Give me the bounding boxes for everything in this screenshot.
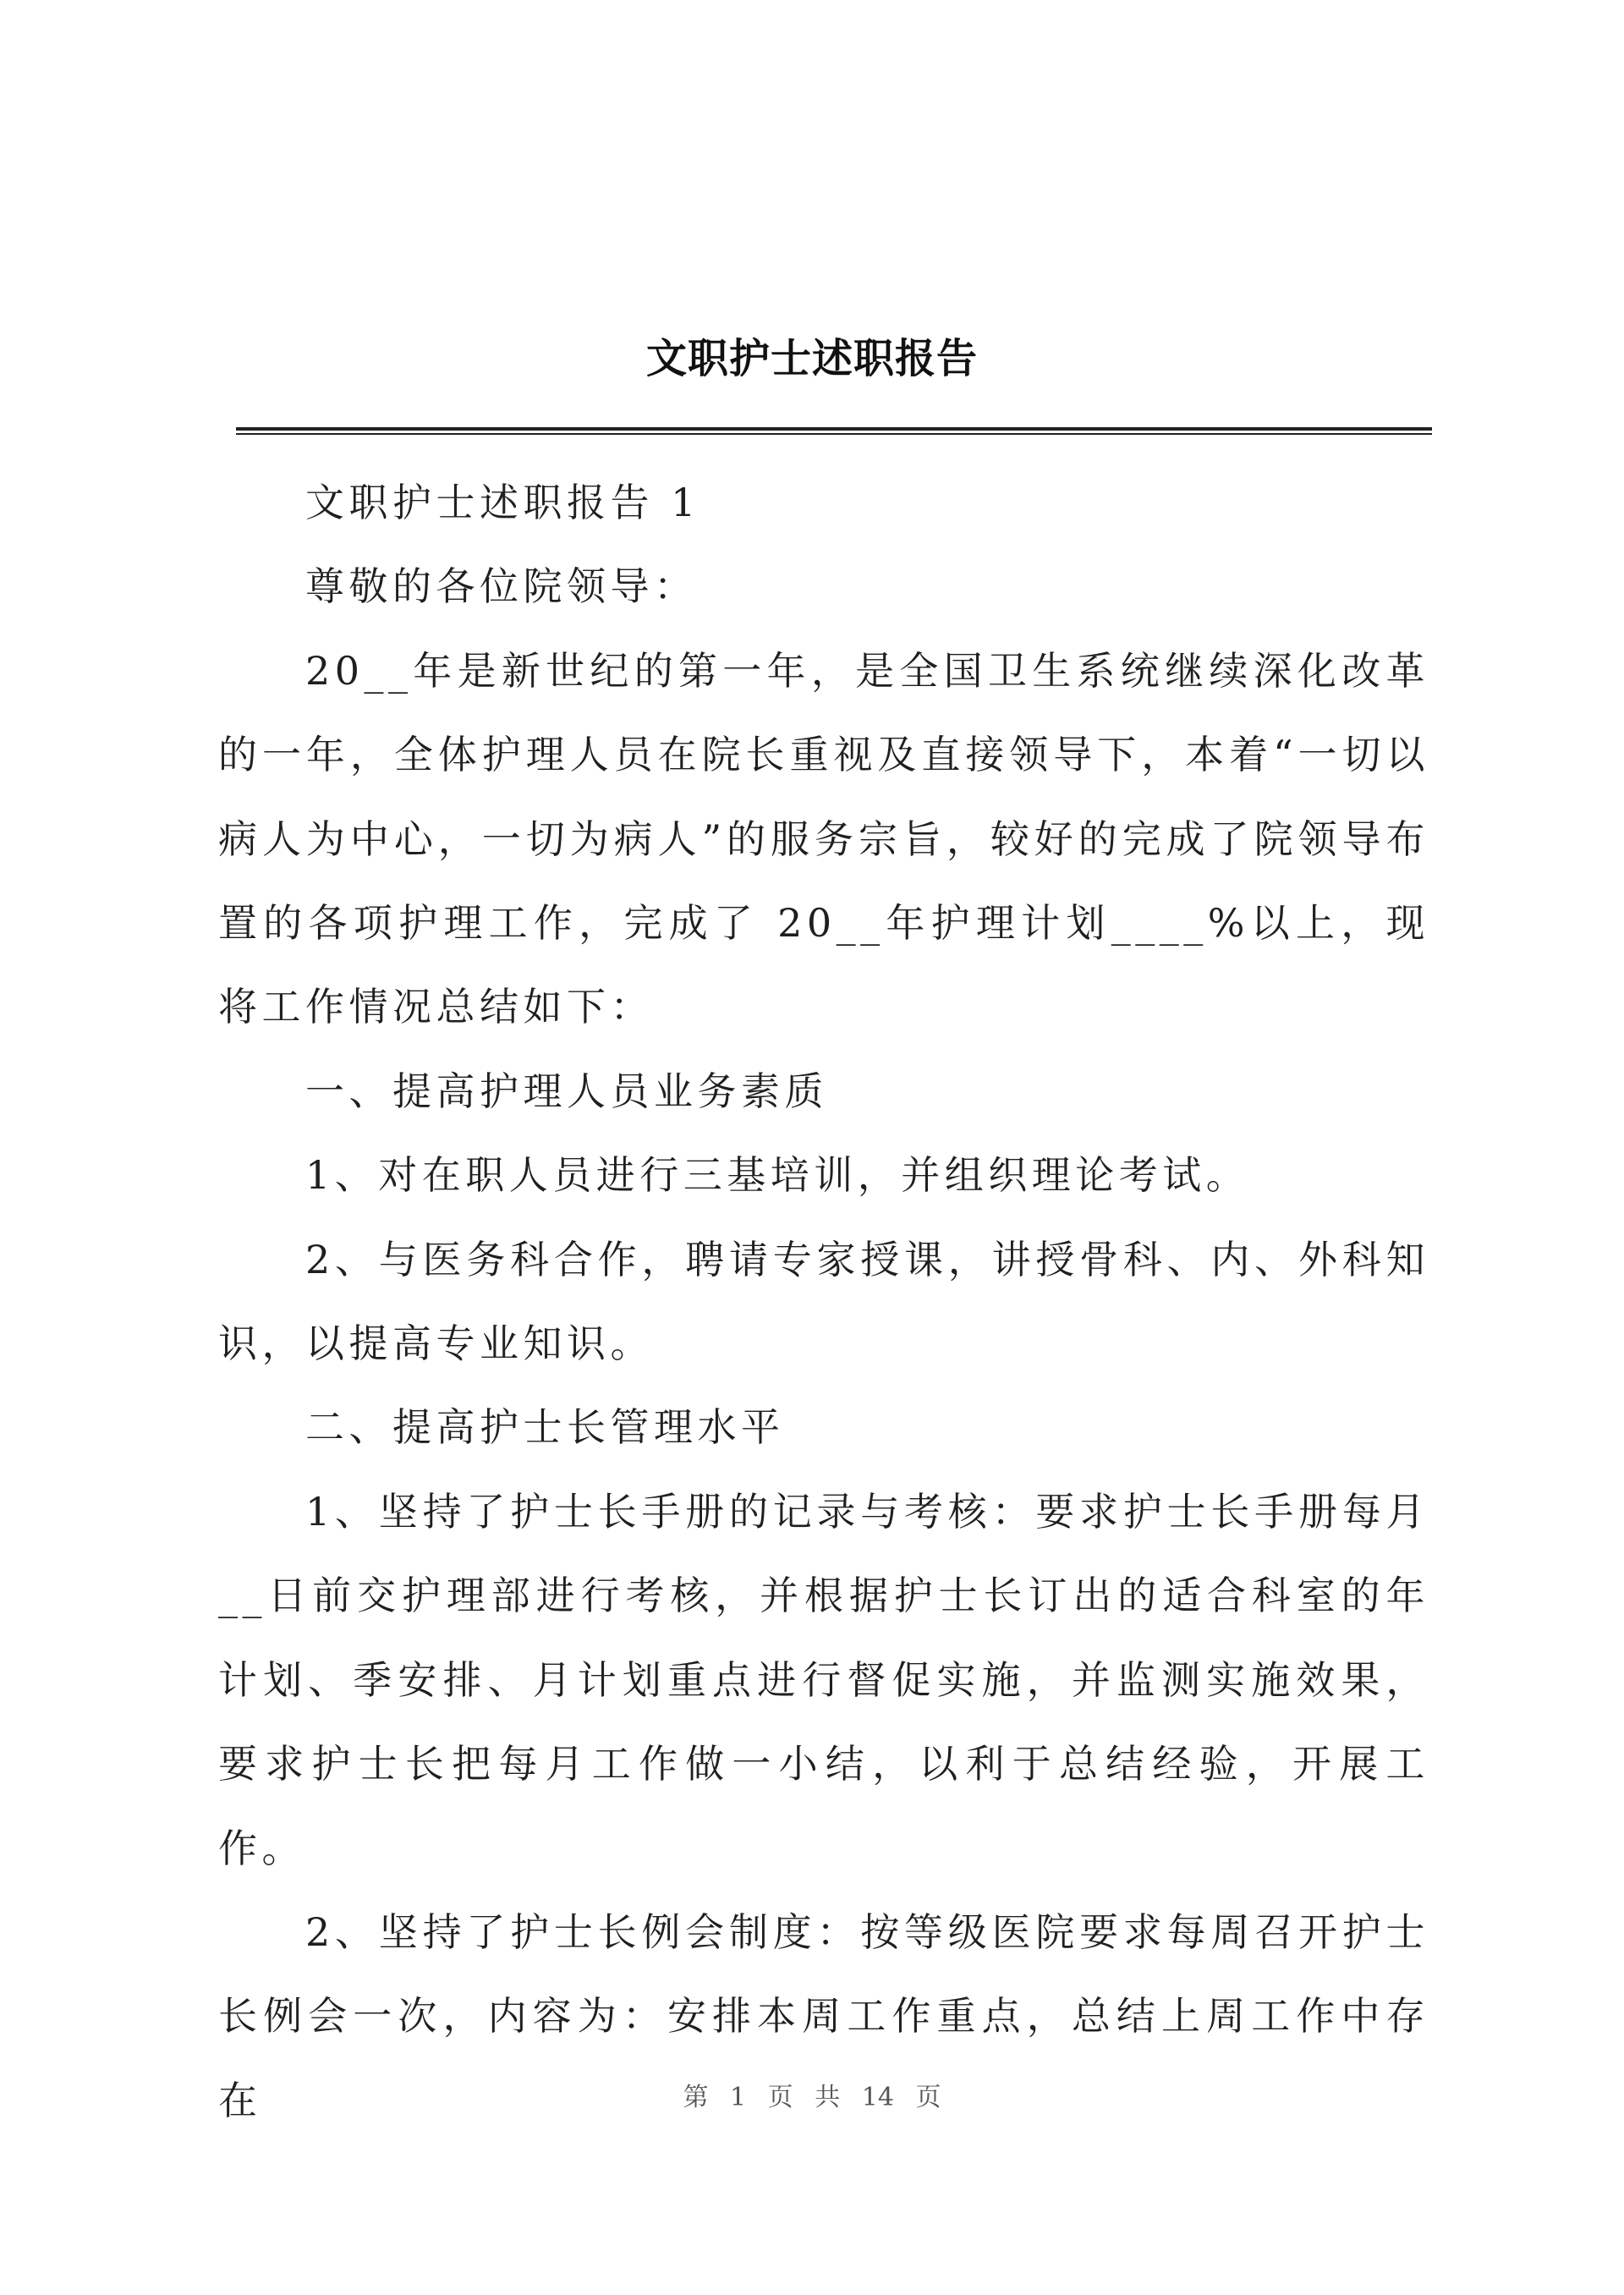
body-paragraph: 2、与医务科合作，聘请专家授课，讲授骨科、内、外科知识，以提高专业知识。 bbox=[218, 1236, 1429, 1367]
title-rule-thin bbox=[236, 433, 1432, 435]
report-subtitle: 文职护士述职报告 1 bbox=[305, 480, 700, 525]
salutation: 尊敬的各位院领导： bbox=[305, 563, 698, 610]
body-paragraph: 1、对在职人员进行三基培训，并组织理论考试。 bbox=[305, 1152, 1250, 1199]
page-number-footer: 第 1 页 共 14 页 bbox=[683, 2083, 941, 2112]
body-paragraph: 20__年是新世纪的第一年，是全国卫生系统继续深化改革的一年，全体护理人员在院长重视及直接领导下，本着“一切以病人为中心，一切为病人”的服务宗旨，较好的完成了院领导布置的各项护理工作，完成了 20__年护理计划____%以上，现将工作情况总结如下： bbox=[218, 647, 1429, 1030]
body-paragraph: 2、坚持了护士长例会制度：按等级医院要求每周召开护士长例会一次，内容为：安排本周工作重点，总结上周工作中存在 bbox=[218, 1908, 1429, 2123]
title-rule-thick bbox=[236, 427, 1432, 431]
section-heading: 一、提高护理人员业务素质 bbox=[305, 1068, 828, 1114]
document-body bbox=[218, 461, 1429, 2143]
section-heading: 二、提高护士长管理水平 bbox=[305, 1404, 785, 1451]
document-title: 文职护士述职报告 bbox=[645, 335, 978, 382]
body-paragraph: 1、坚持了护士长手册的记录与考核：要求护士长手册每月__日前交护理部进行考核，并根据护士长订出的适合科室的年计划、季安排、月计划重点进行督促实施，并监测实施效果，要求护士长把每月工作做一小结，以利于总结经验，开展工作。 bbox=[218, 1488, 1429, 1871]
